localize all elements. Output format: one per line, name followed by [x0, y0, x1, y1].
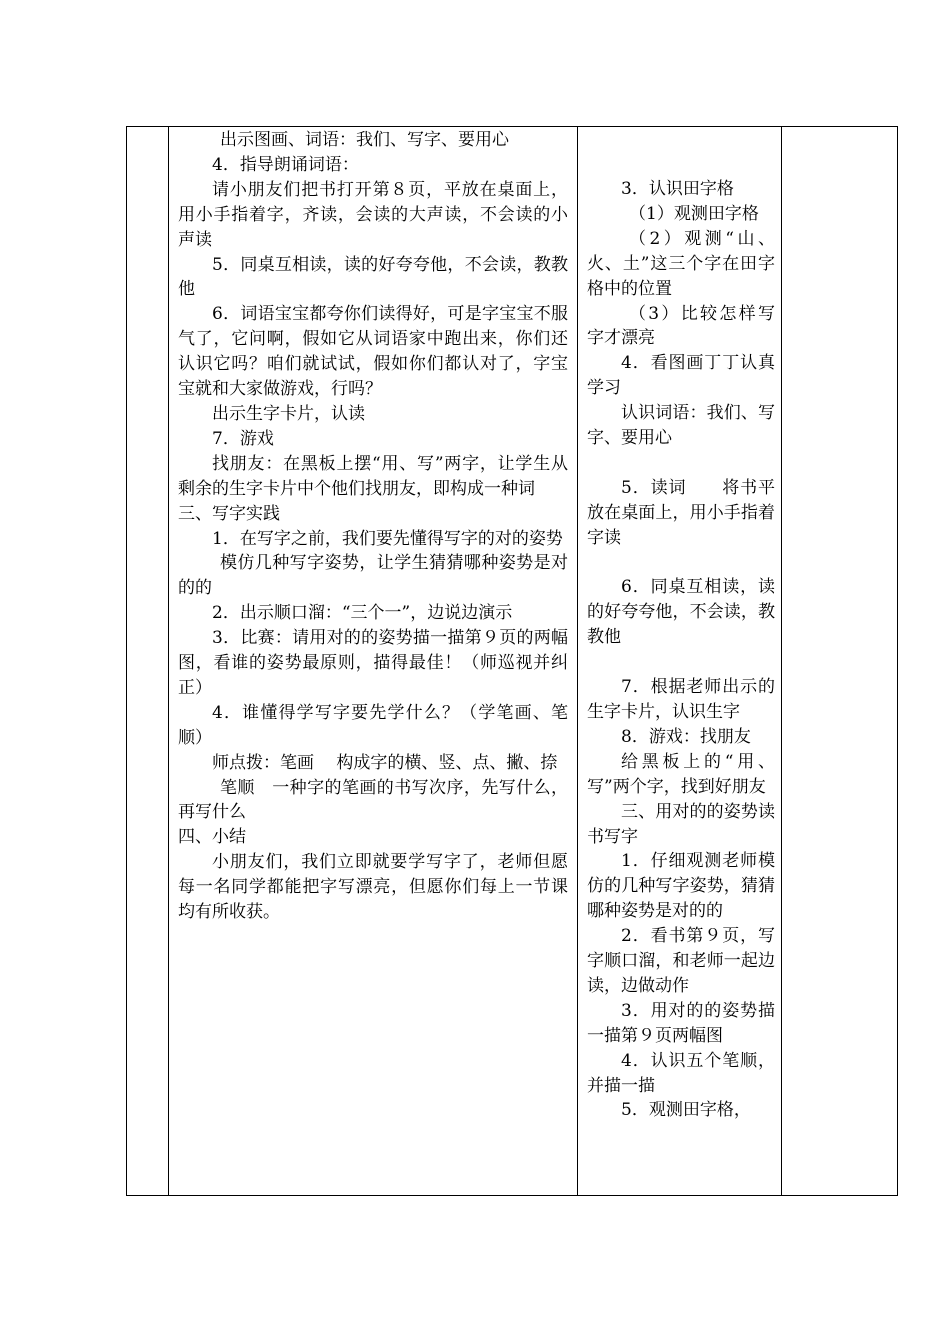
- student-paragraph: 6．同桌互相读，读的好夸夸他，不会读，教教他: [587, 577, 775, 648]
- student-paragraph: 7．根据老师出示的生字卡片，认识生字: [587, 677, 775, 722]
- teacher-paragraph: 4．指导朗诵词语：: [212, 154, 359, 175]
- teacher-paragraph: 模仿几种写字姿势，让学生猜猜哪种姿势是对的的: [178, 553, 568, 599]
- teacher-paragraph: 5．同桌互相读，读的好夸夸他，不会读，教教他: [178, 254, 568, 300]
- teacher-activity-column: [169, 127, 578, 1196]
- student-paragraph: 1．仔细观测老师模仿的几种写字姿势，猜猜哪种姿势是对的的: [587, 851, 775, 922]
- teacher-paragraph: 1．在写字之前，我们要先懂得写字的对的姿势: [212, 528, 563, 549]
- student-activity-column: [578, 127, 782, 1196]
- teacher-paragraph: 四、小结: [178, 827, 246, 848]
- empty-left-column: [127, 127, 169, 1196]
- student-paragraph: 8．游戏：找朋友: [621, 726, 751, 747]
- student-paragraph: 2．看书第９页，写字顺口溜，和老师一起边读，边做动作: [587, 926, 775, 996]
- teacher-paragraph: 师点拨：笔画 构成字的横、竖、点、撇、捺: [212, 752, 558, 773]
- teacher-activity-content: [169, 127, 577, 925]
- teacher-paragraph: 请小朋友们把书打开第８页，平放在桌面上，用小手指着字，齐读，会读的大声读，不会读的小声读: [178, 179, 568, 250]
- student-paragraph: 4．看图画丁丁认真学习: [587, 353, 775, 399]
- student-paragraph: 5．观测田字格，: [621, 1100, 751, 1121]
- teacher-paragraph: 4．谁懂得学写字要先学什么？（学笔画、笔顺）: [178, 702, 568, 748]
- teacher-paragraph: 找朋友：在黑板上摆“用、写”两字，让学生从剩余的生字卡片中个他们找朋友，即构成一种词: [178, 453, 568, 499]
- blank-line: [587, 551, 775, 576]
- blank-line: [587, 451, 775, 476]
- teacher-paragraph: 2．出示顺口溜：“三个一”，边说边演示: [212, 603, 513, 624]
- teacher-paragraph: 7．游戏: [212, 428, 274, 449]
- teacher-paragraph: 3．比赛：请用对的的姿势描一描第９页的两幅图，看谁的姿势最原则，描得最佳！（师巡视并纠正）: [178, 628, 568, 698]
- teacher-paragraph: 笔顺 一种字的笔画的书写次序，先写什么，再写什么: [178, 777, 568, 823]
- student-activity-content: [578, 127, 781, 1123]
- student-paragraph: 3．用对的的姿势描一描第９页两幅图: [587, 1000, 775, 1046]
- student-paragraph: （2）观测“山、火、土”这三个字在田字格中的位置: [587, 228, 775, 299]
- teacher-paragraph: 小朋友们，我们立即就要学写字了，老师但愿每一名同学都能把字写漂亮，但愿你们每上一节课均有所收获。: [178, 852, 568, 923]
- student-paragraph: 三、用对的的姿势读书写字: [587, 801, 775, 847]
- teacher-paragraph: 出示图画、词语：我们、写字、要用心: [220, 130, 509, 150]
- student-paragraph: （3）比较怎样写字才漂亮: [587, 303, 775, 349]
- student-paragraph: 4．认识五个笔顺，并描一描: [587, 1050, 775, 1096]
- teacher-paragraph: 6．词语宝宝都夸你们读得好，可是字宝宝不服气了，它问啊，假如它从词语家中跑出来，你们还认识它吗？咱们就试试，假如你们都认对了，字宝宝就和大家做游戏，行吗？: [178, 304, 568, 400]
- blank-line: [587, 650, 775, 675]
- student-paragraph: 5．读词 将书平放在桌面上，用小手指着字读: [587, 477, 775, 548]
- lesson-plan-table: [126, 126, 898, 1196]
- teacher-paragraph: 三、写字实践: [178, 503, 280, 524]
- teacher-paragraph: 出示生字卡片，认读: [212, 403, 365, 424]
- empty-right-column: [782, 127, 898, 1196]
- student-paragraph: 认识词语：我们、写字、要用心: [587, 403, 775, 449]
- table-row: [127, 127, 898, 1196]
- student-paragraph: 给黑板上的“用、写”两个字，找到好朋友: [587, 751, 775, 797]
- student-paragraph: （1）观测田字格: [629, 203, 759, 224]
- student-paragraph: 3．认识田字格: [621, 179, 734, 199]
